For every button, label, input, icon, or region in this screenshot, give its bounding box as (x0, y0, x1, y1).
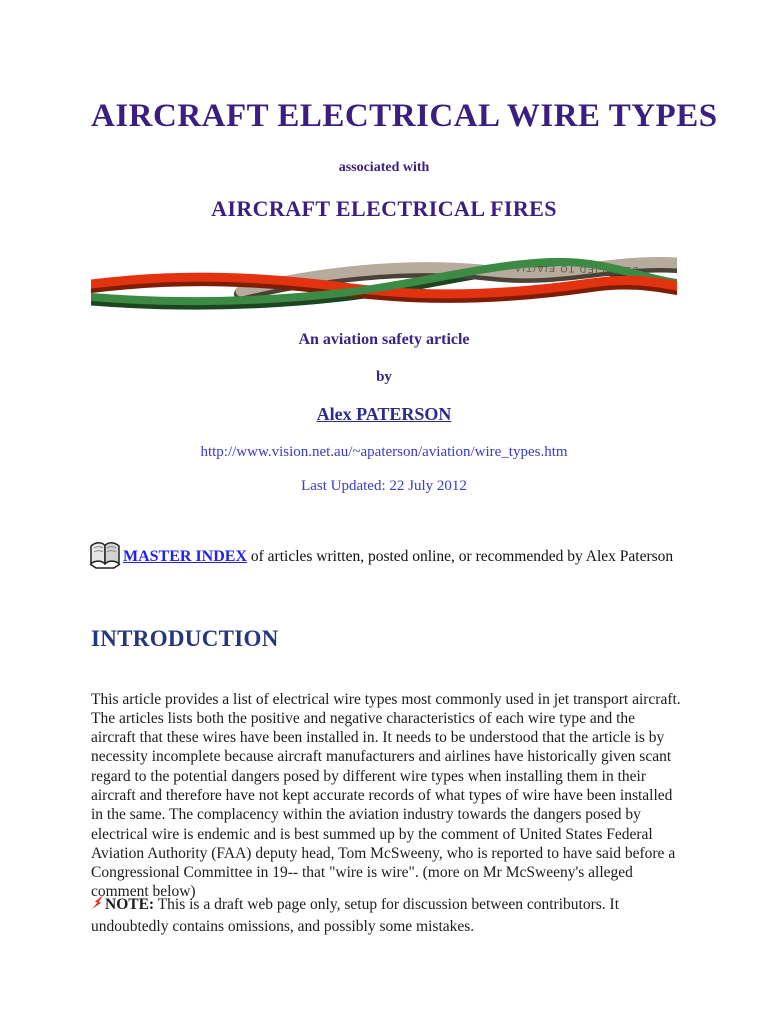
master-index-text: of articles written, posted online, or recommended by Alex Paterson (247, 547, 674, 565)
author-line (91, 404, 677, 425)
last-updated: Last Updated: 22 July 2012 (301, 478, 467, 494)
wire-print-text: CERTIFIED TO EIA/TIA (513, 263, 640, 276)
title-connector: associated with (338, 160, 430, 175)
introduction-paragraph: This article provides a list of electrical wire types most commonly used in jet transport aircraft. The articles lists both the positive and negative characteristics of each wire type and the aircraft that these wires have been installed in. It needs to be understood that the article is by necessity incomplete because aircraft manufacturers and airlines have historically given scant regard to the potential dangers posed by different wire types when installing them in their aircraft and therefore have not kept accurate records of what types of wire have been installed in the same. The complacency within the aviation industry towards the dangers posed by electrical wire is endemic and is best summed up by the comment of United States Federal Aviation Authority (FAA) deputy head, Tom McSweeny, who is reported to have said before a Congressional Committee in 19-- that "wire is wire". (more on Mr McSweeny's alleged comment below) (91, 690, 681, 901)
master-index-link[interactable]: MASTER INDEX (123, 547, 248, 565)
master-index-line (88, 540, 680, 570)
note-paragraph (91, 894, 683, 938)
page-title: AIRCRAFT ELECTRICAL WIRE TYPES (91, 98, 718, 134)
note-label: NOTE: (105, 895, 155, 913)
note-text: This is a draft web page only, setup for discussion between contributors. It undoubtedly contains omissions, and possibly some mistakes. (91, 895, 619, 935)
article-url: http://www.vision.net.au/~apaterson/aviation/wire_types.htm (200, 444, 568, 460)
author-link[interactable]: Alex PATERSON (316, 404, 452, 424)
article-tagline: An aviation safety article (298, 331, 470, 348)
page-subtitle: AIRCRAFT ELECTRICAL FIRES (211, 196, 557, 221)
open-book-icon (88, 540, 122, 570)
wire-photo-svg (91, 250, 677, 312)
lightning-icon (91, 895, 104, 910)
introduction-heading: INTRODUCTION (91, 626, 279, 651)
twisted-wires-image (91, 250, 677, 312)
byline-label: by (376, 369, 392, 385)
